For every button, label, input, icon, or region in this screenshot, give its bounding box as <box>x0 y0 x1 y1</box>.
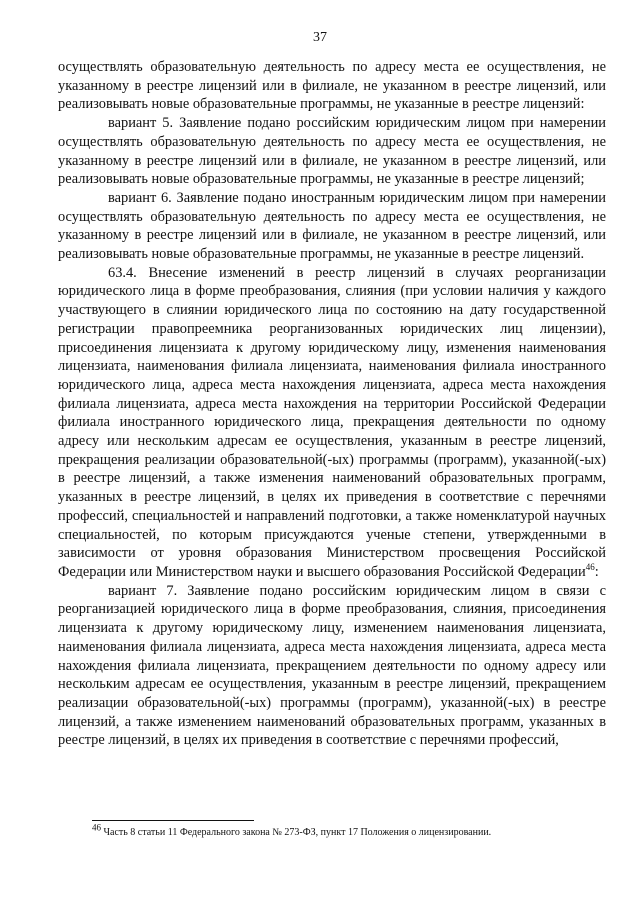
paragraph-variant-7: вариант 7. Заявление подано российским юридическим лицом в связи с реорганизацией юридического лица в форме преобразования, слияния, присоединения лицензиата к другому юридическому лицу, изменением наименования лицензиата, наименования филиала лицензиата, адреса места нахождения лицензиата, адреса места нахождения филиала лицензиата, прекращением деятельности по одному адресу или нескольким адресам ее осуществления, указанным в реестре лицензий, прекращением реализации образовательной(-ых) программы (программ), указанной(-ых) в реестре лицензий, а также изменением наименований образовательных программ, указанных в реестре лицензий, в целях их приведения в соответствие с перечнями профессий, <box>58 582 606 749</box>
paragraph-variant-5: вариант 5. Заявление подано российским юридическим лицом при намерении осуществлять образовательную деятельность по адресу места ее осуществления, не указанному в реестре лицензий или в филиале, не указанном в реестре лицензий, или реализовывать новые образовательные программы, не указанные в реестре лицензий; <box>58 115 606 188</box>
footnote-text: Часть 8 статьи 11 Федерального закона № 273-ФЗ, пункт 17 Положения о лицензировании. <box>101 827 492 838</box>
paragraph-variant-6: вариант 6. Заявление подано иностранным юридическим лицом при намерении осуществлять образовательную деятельность по адресу места ее осуществления, не указанному в реестре лицензий или в филиале, не указанном в реестре лицензий, или реализовывать новые образовательные программы, не указанные в реестре лицензий. <box>58 189 606 263</box>
footnote-marker: 46 <box>92 822 101 833</box>
footnote <box>92 822 612 839</box>
paragraph-63-4 <box>58 264 606 582</box>
footnote-divider <box>92 820 254 821</box>
footnote-reference: 46 <box>585 562 595 573</box>
paragraph-63-4-tail: : <box>594 563 599 580</box>
paragraph-63-4-text: 63.4. Внесение изменений в реестр лицензий в случаях реорганизации юридического лица в форме преобразования, слияния (при условии наличия у каждого участвующего в слиянии юридического лица по состоянию на дату государственной регистрации правопреемника реорганизованных юридических лиц лицензии), присоединения лицензиата к другому юридическому лицу, изменения наименования лицензиата, наименования филиала лицензиата, наименования филиала иностранного юридического лица, адреса места нахождения лицензиата, адреса места нахождения филиала лицензиата, адреса места нахождения на территории Российской Федерации филиала иностранного юридического лица, прекращения деятельности по одному адресу или нескольким адресам ее осуществления, указанным в реестре лицензий, прекращения реализации образовательной(-ых) программы (программ), указанной(-ых) в реестре лицензий, а также изменения наименований образовательных программ, указанных в реестре лицензий, в целях их приведения в соответствие с перечнями профессий, специальностей и направлений подготовки, а также номенклатурой научных специальностей, по которым присуждаются ученые степени, утвержденными в зависимости от уровня образования Министерством просвещения Российской Федерации или Министерством науки и высшего образования Российской Федерации <box>58 264 606 580</box>
document-body <box>58 58 606 750</box>
page-number: 37 <box>313 30 327 45</box>
paragraph-1: осуществлять образовательную деятельность по адресу места ее осуществления, не указанному в реестре лицензий или в филиале, не указанном в реестре лицензий, или реализовывать новые образовательные программы, не указанные в реестре лицензий: <box>58 59 606 113</box>
